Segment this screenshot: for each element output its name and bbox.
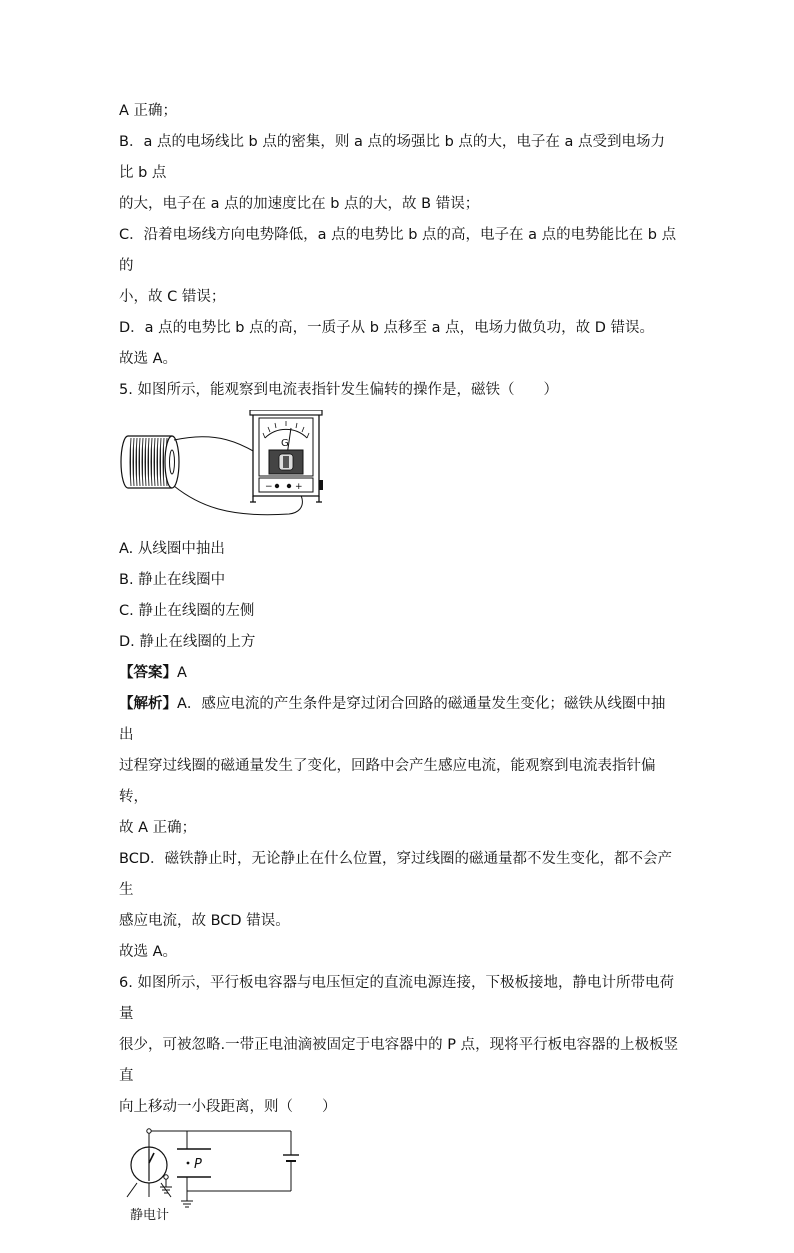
prev-line-b1: B．a 点的电场线比 b 点的密集，则 a 点的场强比 b 点的大，电子在 a 点受到电场力比 b 点 [119, 134, 665, 181]
q5-analysis-4: BCD．磁铁静止时，无论静止在什么位置，穿过线圈的磁通量都不发生变化，都不会产生 [119, 851, 672, 898]
prev-line-a: A 正确； [119, 103, 178, 119]
answer-label: 【答案】 [119, 665, 177, 681]
electrometer [127, 1129, 172, 1223]
q5-answer [119, 658, 679, 689]
terminal-middle [287, 484, 291, 488]
q5-option-b: B. 静止在线圈中 [119, 572, 226, 588]
answer-value: A [177, 665, 187, 681]
analysis-label: 【解析】 [119, 696, 177, 712]
q5-option-c: C. 静止在线圈的左侧 [119, 603, 255, 619]
capacitor-circuit [151, 1131, 299, 1207]
plus-terminal-label: + [295, 482, 303, 492]
electrometer-caption: 静电计 [130, 1208, 170, 1223]
q5-analysis-1 [119, 689, 679, 751]
analysis-text-1: A．感应电流的产生条件是穿过闭合回路的磁通量发生变化；磁铁从线圈中抽出 [119, 696, 666, 743]
point-p-dot [187, 1162, 190, 1165]
q5-analysis-5: 感应电流，故 BCD 错误。 [119, 913, 290, 929]
q6-figure [119, 1127, 679, 1249]
prev-line-d: D．a 点的电势比 b 点的高，一质子从 b 点移至 a 点，电场力做负功，故 D 错误。 [119, 320, 654, 336]
q5-analysis-2: 过程穿过线圈的磁通量发生了变化，回路中会产生感应电流，能观察到电流表指针偏转， [119, 758, 656, 805]
prev-line-c2: 小，故 C 错误； [119, 289, 226, 305]
coil-galvanometer-diagram [119, 410, 679, 528]
q6-stem-1: 6. 如图所示，平行板电容器与电压恒定的直流电源连接，下极板接地，静电计所带电荷量 [119, 975, 674, 1022]
q5-analysis-3: 故 A 正确； [119, 820, 197, 836]
q6-stem-2: 很少，可被忽略.一带正电油滴被固定于电容器中的 P 点，现将平行板电容器的上极板竖直 [119, 1037, 679, 1084]
prev-line-c1: C．沿着电场线方向电势降低，a 点的电势比 b 点的高，电子在 a 点的电势能比在 b 点的 [119, 227, 677, 274]
minus-terminal-label: − [265, 482, 273, 492]
q5-option-a: A. 从线圈中抽出 [119, 541, 225, 557]
meter-letter: G [281, 438, 289, 449]
q5-stem: 5. 如图所示，能观察到电流表指针发生偏转的操作是，磁铁（ ） [119, 382, 558, 398]
terminal-minus [275, 484, 279, 488]
prev-conclusion: 故选 A。 [119, 351, 178, 367]
capacitor-circuit-diagram [119, 1127, 679, 1249]
q5-figure [119, 410, 679, 528]
galvanometer [250, 410, 323, 502]
prev-line-b2: 的大，电子在 a 点的加速度比在 b 点的大，故 B 错误； [119, 196, 480, 212]
document-body [119, 96, 679, 1249]
q5-option-d: D. 静止在线圈的上方 [119, 634, 256, 650]
coil [121, 436, 179, 488]
q6-stem-3: 向上移动一小段距离，则（ ） [119, 1099, 337, 1115]
point-p-label: P [194, 1157, 202, 1172]
q5-conclusion: 故选 A。 [119, 944, 178, 960]
